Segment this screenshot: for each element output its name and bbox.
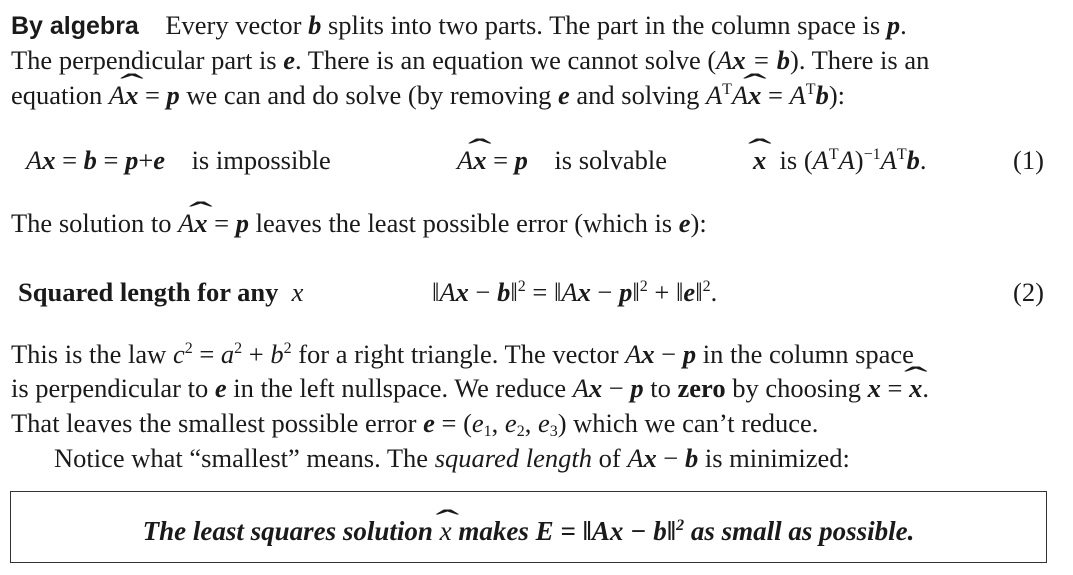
text: Every vector [165,10,302,40]
math-axhat-eq-p: Aˆ x = p [178,208,249,238]
math-x-eq-xhat: x = ˆ x. [868,373,929,403]
math-e: e [558,80,570,110]
boxed-statement-text [11,516,1046,547]
text: . There is an equation we cannot solve ( [295,45,717,75]
paragraph-3-line-3 [11,410,818,440]
text: The perpendicular part is [11,45,277,75]
text: to [650,373,671,403]
equation-1-left-text: is impossible [191,145,331,175]
text: is minimized: [704,443,850,473]
text: as small as possible. [690,516,915,546]
equation-1-left: Ax = b = p+e is impossible [26,145,331,175]
emphasis-squared-length: squared length [434,443,592,473]
word-zero: zero [677,373,726,403]
equation-2-number: (2) [1013,277,1044,307]
equation-1-middle: Aˆ x = p is solvable [457,145,667,176]
math-ax-minus-p: Ax − p [625,339,697,369]
text: The solution to [11,208,172,238]
math-ax-eq-b: Ax = b [716,45,791,75]
math-e: e [214,373,227,403]
equation-1-right: ˆ x is $(A^TA)^{-1}A^Tb$. [753,145,927,176]
paragraph-2 [11,210,707,237]
text: ). There is an [790,45,930,75]
math-axhat-eq-p: Aˆ x = p [109,80,180,110]
text: makes [458,516,529,546]
paragraph-3-line-2 [11,375,929,402]
text: we can and do solve (by removing [186,80,552,110]
text: leaves the least possible error (which is [255,208,673,238]
math-error-vector: $e = (e_1$, $e_2$, $e_3$) [423,408,567,440]
text: equation [11,80,103,110]
section-lead: By algebra [11,12,139,40]
paragraph-1-line-3 [11,82,845,109]
equation-1-right-text: is [779,145,798,175]
text: is perpendicular to [11,373,209,403]
paragraph-3-line-4 [54,445,850,472]
equation-2-label: Squared length for any x [18,277,304,307]
math-x: x [291,277,304,307]
math-ax-minus-p: Ax − p [572,373,644,403]
text: That leaves the smallest possible error [11,408,417,438]
equation-2-formula: ‖Ax − b‖$^2$ = ‖Ax − p‖$^2$ + ‖e‖$^2$. [432,277,718,307]
math-p: p [886,10,901,40]
text: which we can’t reduce. [573,408,819,438]
text: of [598,443,621,473]
paragraph-1-line-1: By algebra Every vector b splits into two parts. The part in the column space is p. [11,10,907,40]
equation-1-middle-text: is solvable [554,145,668,175]
text: for a right triangle. The vector [298,339,619,369]
text: ): [828,80,845,110]
text: splits into two parts. The part in the column space is [327,10,881,40]
text: The least squares solution [142,516,433,546]
paragraph-3-line-1 [11,341,914,368]
math-e: e [678,208,691,238]
math-xhat: ˆ x [440,516,452,547]
text: Notice what “smallest” means. The [54,443,429,473]
text: by choosing [732,373,862,403]
math-e: e [283,45,296,75]
math-b: b [308,10,322,40]
text: in the column space [702,339,914,369]
math-ax-minus-b: Ax − b [627,443,699,473]
paragraph-1-line-2 [11,47,929,74]
text: in the left nullspace. We reduce [233,373,567,403]
equation-1-number: (1) [1013,145,1044,175]
boxed-statement [10,491,1047,563]
math-pythagoras: $c^2 = a^2 + b^2$ [172,339,292,369]
text: This is the law [11,339,167,369]
math-E-formula: E = ‖Ax − b‖$^2$ [535,516,685,546]
text: ): [690,208,707,238]
text: and solving [576,80,700,110]
math-normal-equation: $A^TAˆ$ $x = A^Tb$ [706,80,829,110]
